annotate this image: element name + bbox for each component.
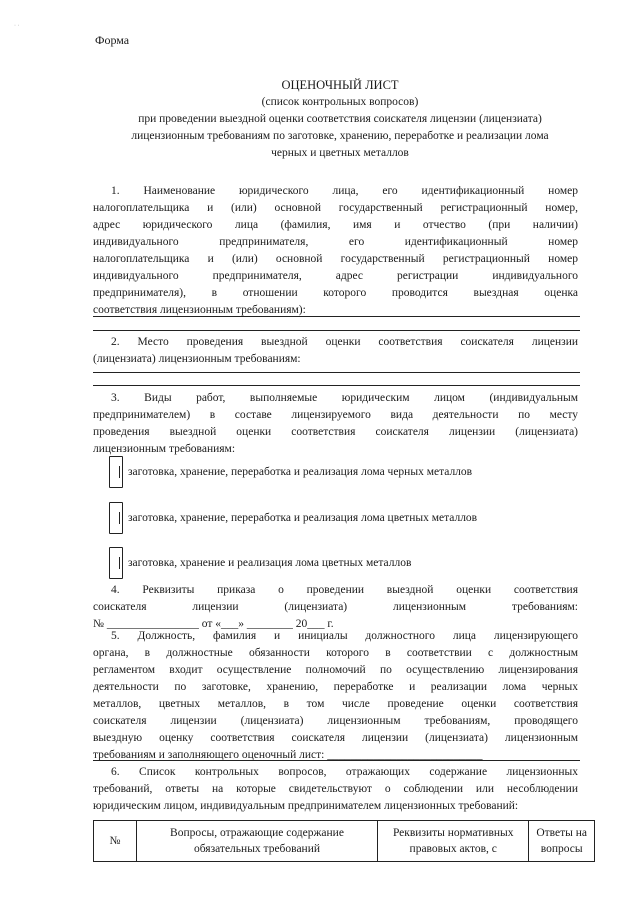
fill-line bbox=[93, 316, 580, 317]
section-3-line: предпринимателем) в составе лицензируемого вида деятельности по месту bbox=[93, 409, 578, 421]
section-5-text bbox=[93, 628, 578, 764]
fill-line bbox=[93, 330, 580, 331]
fill-line bbox=[93, 385, 580, 386]
section-3-line: лицензионным требованиям: bbox=[93, 443, 236, 455]
section-1-line: налогоплательщика и (или) основной государственный регистрационный номер, bbox=[93, 202, 578, 214]
option-label: заготовка, хранение, переработка и реализация лома цветных металлов bbox=[128, 511, 478, 524]
section-5-line: соискателя лицензии (лицензиата) лицензионным требованиям, проводящего bbox=[93, 715, 578, 727]
section-5-line: органа, в должностные обязанности которого в соответствии с должностным bbox=[93, 647, 578, 659]
scan-artifact: · · bbox=[14, 23, 20, 29]
section-5-line: 5. Должность, фамилия и инициалы должностного лица лицензирующего bbox=[111, 630, 578, 642]
section-5-line: выездную оценку соответствия соискателя лицензии (лицензиата) лицензионным bbox=[93, 732, 578, 744]
header-cell-legal-acts: Реквизиты нормативных правовых актов, с bbox=[378, 821, 529, 862]
section-4-line: соискателя лицензии (лицензиата) лицензионным требованиям: bbox=[93, 601, 578, 613]
section-1-line: индивидуального предпринимателя, адрес регистрации индивидуального bbox=[93, 270, 578, 282]
fill-line bbox=[93, 372, 580, 373]
section-4-text bbox=[93, 582, 578, 633]
option-label: заготовка, хранение, переработка и реализация лома черных металлов bbox=[128, 465, 473, 478]
document-title: ОЦЕНОЧНЫЙ ЛИСТ bbox=[281, 78, 399, 92]
header-cell-questions: Вопросы, отражающие содержание обязательных требований bbox=[136, 821, 377, 862]
section-1-line: налогоплательщика и (или) основной государственный регистрационный номер bbox=[93, 253, 578, 265]
section-6-line: юридическим лицом, индивидуальным предпринимателем лицензионных требований: bbox=[93, 800, 519, 812]
section-1-line: 1. Наименование юридического лица, его идентификационный номер bbox=[111, 185, 578, 197]
section-1-line: предпринимателя), в отношении которого проводится выездная оценка bbox=[93, 287, 578, 299]
checkbox[interactable] bbox=[109, 502, 123, 534]
official-name-line[interactable]: требованиям и заполняющего оценочный лист: ___________________________ bbox=[93, 749, 483, 761]
section-1-text bbox=[93, 183, 578, 319]
table-header-row bbox=[94, 821, 595, 862]
section-6-line: 6. Список контрольных вопросов, отражающих содержание лицензионных bbox=[111, 766, 578, 778]
section-5-line: металлов, цветных металлов, в том числе проведение оценки соответствия bbox=[93, 698, 578, 710]
header-cell-answers: Ответы на вопросы bbox=[529, 821, 595, 862]
questions-table bbox=[93, 820, 595, 862]
section-6-text bbox=[93, 764, 578, 815]
section-1-line: адрес юридического лица (фамилия, имя и отчество (при наличии) bbox=[93, 219, 578, 231]
checkbox[interactable] bbox=[109, 547, 123, 579]
option-ferrous-processing[interactable] bbox=[109, 455, 472, 489]
section-6-line: требований, ответы на которые свидетельствуют о соблюдении или несоблюдении bbox=[93, 783, 578, 795]
fill-line bbox=[93, 760, 580, 761]
section-2-text bbox=[93, 334, 578, 368]
form-label: Форма bbox=[95, 33, 130, 47]
header-cell-number: № bbox=[94, 821, 137, 862]
section-4-line: 4. Реквизиты приказа о проведении выездной оценки соответствия bbox=[111, 584, 578, 596]
subtitle-line-1: (список контрольных вопросов) bbox=[261, 96, 419, 108]
section-1-line: соответствия лицензионным требованиям): bbox=[93, 304, 306, 316]
section-1-line: индивидуального предпринимателя, его идентификационный номер bbox=[93, 236, 578, 248]
section-2-line: (лицензиата) лицензионным требованиям: bbox=[93, 353, 301, 365]
section-3-line: проведения выездной оценки соответствия соискателя лицензии (лицензиата) bbox=[93, 426, 578, 438]
section-5-line: деятельности по заготовке, хранению, переработке и реализации лома черных bbox=[93, 681, 578, 693]
section-3-line: 3. Виды работ, выполняемые юридическим лицом (индивидуальным bbox=[111, 392, 578, 404]
option-nonferrous-no-processing[interactable] bbox=[109, 546, 411, 580]
subtitle-line-3: лицензионным требованиям по заготовке, хранению, переработке и реализации лома bbox=[131, 130, 549, 142]
option-nonferrous-processing[interactable] bbox=[109, 501, 477, 535]
subtitle-line-4: черных и цветных металлов bbox=[271, 147, 409, 159]
checkbox[interactable] bbox=[109, 456, 123, 488]
order-number-line[interactable]: № ________________ от «___» ________ 20___ г. bbox=[93, 618, 334, 630]
subtitle-line-2: при проведении выездной оценки соответствия соискателя лицензии (лицензиата) bbox=[138, 113, 542, 125]
section-5-line: регламентом входит осуществление полномочий по осуществлению лицензирования bbox=[93, 664, 578, 676]
option-label: заготовка, хранение и реализация лома цветных металлов bbox=[128, 556, 412, 569]
section-3-text bbox=[93, 390, 578, 458]
section-2-line: 2. Место проведения выездной оценки соответствия соискателя лицензии bbox=[111, 336, 578, 348]
